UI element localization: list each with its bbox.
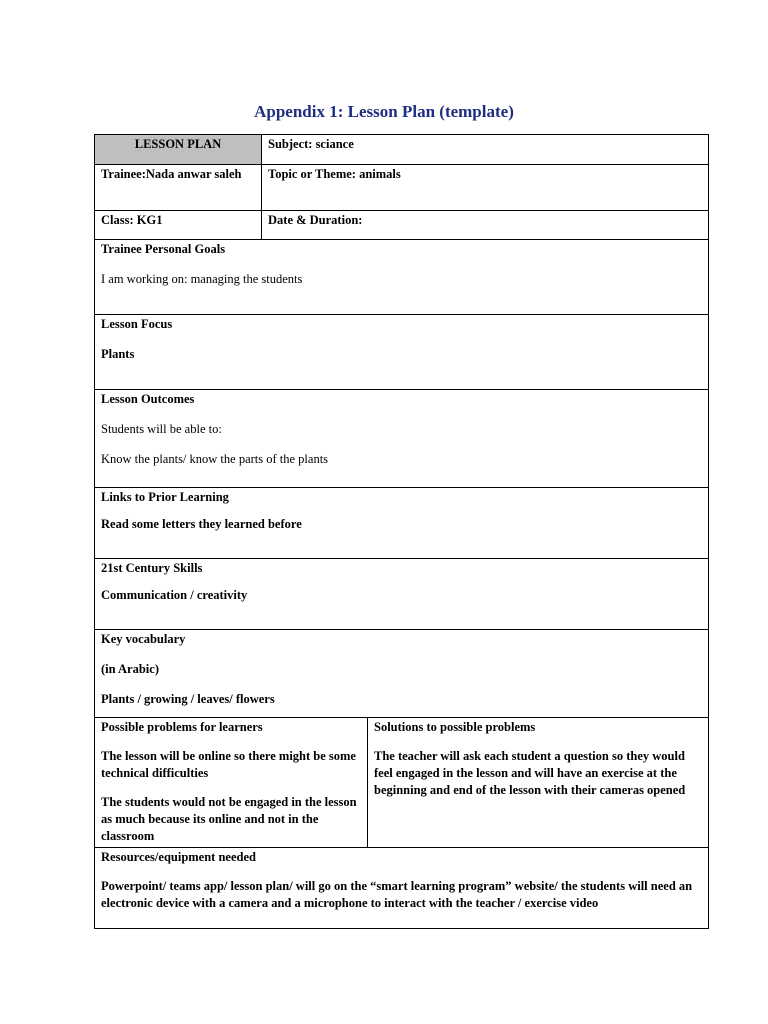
vocabulary-cell [95, 630, 709, 718]
lesson-focus-row [95, 315, 709, 390]
vocabulary-heading: Key vocabulary [101, 632, 186, 646]
problems-item-2: The students would not be engaged in the lesson as much because its online and not in the classroom [101, 795, 357, 843]
prior-learning-cell [95, 488, 709, 559]
personal-goals-heading: Trainee Personal Goals [101, 242, 226, 256]
header-row-2 [95, 165, 709, 211]
resources-row [95, 848, 709, 929]
lesson-focus-text: Plants [101, 347, 135, 361]
solutions-text: The teacher will ask each student a question so they would feel engaged in the lesson and will have an exercise at the beginning and end of the lesson with their cameras opened [374, 749, 686, 797]
vocabulary-line2: Plants / growing / leaves/ flowers [101, 692, 275, 706]
prior-learning-heading: Links to Prior Learning [101, 490, 229, 504]
vocabulary-row [95, 630, 709, 718]
page-title: Appendix 1: Lesson Plan (template) [254, 102, 514, 121]
date-duration-cell: Date & Duration: [262, 211, 709, 240]
lesson-plan-table [94, 134, 709, 929]
lesson-outcomes-row [95, 390, 709, 488]
problems-cell [95, 718, 368, 848]
subject-cell: Subject: sciance [262, 135, 709, 165]
resources-text: Powerpoint/ teams app/ lesson plan/ will go on the “smart learning program” website/ the students will need an electronic device with a camera and a microphone to interact with the teacher / exercise video [101, 879, 693, 910]
lesson-outcomes-line1: Students will be able to: [101, 422, 222, 436]
lesson-outcomes-line2: Know the plants/ know the parts of the plants [101, 452, 329, 466]
resources-cell [95, 848, 709, 929]
problems-item-1: The lesson will be online so there might be some technical difficulties [101, 749, 356, 780]
problems-heading: Possible problems for learners [101, 720, 263, 734]
solutions-cell [368, 718, 709, 848]
prior-learning-row [95, 488, 709, 559]
lesson-outcomes-heading: Lesson Outcomes [101, 392, 195, 406]
personal-goals-text: I am working on: managing the students [101, 272, 303, 286]
lesson-outcomes-cell [95, 390, 709, 488]
personal-goals-row [95, 240, 709, 315]
solutions-heading: Solutions to possible problems [374, 720, 536, 734]
header-row-1 [95, 135, 709, 165]
personal-goals-cell [95, 240, 709, 315]
skills-heading: 21st Century Skills [101, 561, 203, 575]
problems-solutions-row [95, 718, 709, 848]
skills-cell [95, 559, 709, 630]
class-cell: Class: KG1 [95, 211, 262, 240]
header-row-3 [95, 211, 709, 240]
prior-learning-text: Read some letters they learned before [101, 517, 302, 531]
vocabulary-line1: (in Arabic) [101, 662, 159, 676]
skills-text: Communication / creativity [101, 588, 248, 602]
trainee-cell: Trainee:Nada anwar saleh [95, 165, 262, 211]
lesson-focus-cell [95, 315, 709, 390]
lesson-plan-label: LESSON PLAN [95, 135, 262, 165]
resources-heading: Resources/equipment needed [101, 850, 256, 864]
skills-row [95, 559, 709, 630]
lesson-focus-heading: Lesson Focus [101, 317, 173, 331]
topic-cell: Topic or Theme: animals [262, 165, 709, 211]
